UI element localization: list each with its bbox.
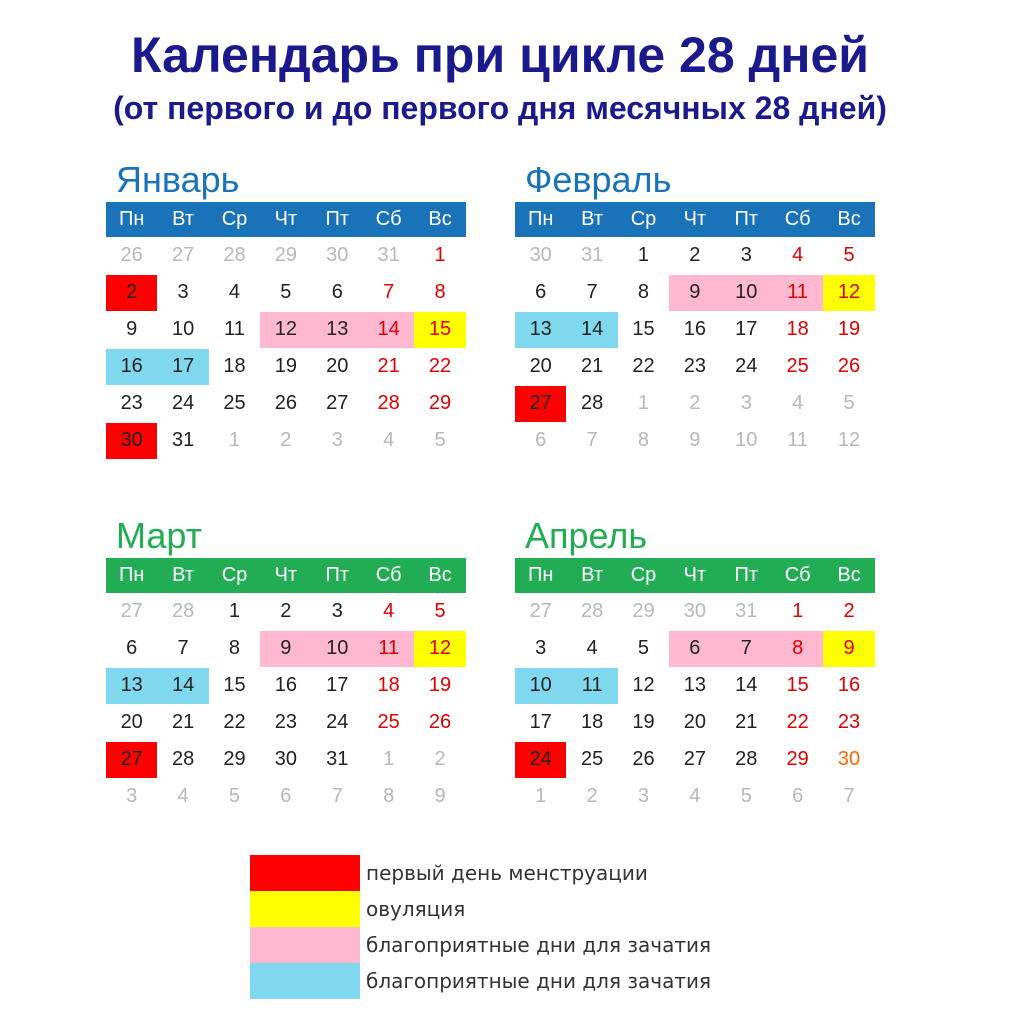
day-cell: 4 (792, 392, 804, 415)
day-cell-pink: 6 (669, 631, 720, 667)
day-cell: 20 (529, 355, 552, 378)
weekday-label: Пт (325, 208, 350, 230)
month-name: Март (116, 515, 203, 556)
day-cell-yellow: 9 (823, 631, 874, 667)
day-cell: 27 (120, 600, 143, 623)
day-cell: 5 (843, 392, 855, 415)
weekday-label: Вс (837, 564, 861, 586)
day-cell: 3 (740, 392, 752, 415)
day-cell: 24 (735, 355, 758, 378)
day-cell: 30 (529, 244, 552, 267)
weekday-header (515, 202, 875, 237)
weekday-label: Ср (630, 208, 657, 230)
week-row (515, 238, 875, 274)
day-cell-pink: 7 (721, 631, 772, 667)
day-cell: 7 (843, 785, 855, 808)
day-cell-pink: 11 (363, 631, 414, 667)
day-cell: 25 (786, 355, 809, 378)
weekday-label: Чт (274, 564, 298, 586)
legend-item (250, 855, 711, 891)
day-cell: 30 (837, 748, 861, 771)
day-cell-red: 24 (515, 742, 566, 778)
legend-label: благоприятные дни для зачатия (366, 933, 711, 957)
day-cell-blue: 16 (106, 349, 157, 385)
day-cell: 3 (331, 600, 343, 623)
day-cell-red: 30 (106, 423, 157, 459)
day-cell: 27 (326, 392, 349, 415)
day-cell: 6 (126, 637, 138, 660)
day-cell-red: 27 (515, 386, 566, 422)
day-cell: 20 (683, 711, 706, 734)
week-row (106, 238, 466, 274)
day-cell: 7 (331, 785, 343, 808)
legend-label: овуляция (366, 897, 466, 921)
day-cell: 22 (632, 355, 655, 378)
day-cell: 5 (637, 637, 650, 660)
day-cell: 4 (689, 785, 701, 808)
day-cell: 24 (171, 392, 195, 415)
day-cell: 5 (228, 785, 241, 808)
legend-item (250, 963, 711, 999)
day-cell: 25 (223, 392, 246, 415)
legend (250, 855, 711, 999)
day-cell: 14 (735, 674, 758, 697)
weekday-label: Пн (527, 208, 554, 230)
day-cell: 9 (689, 429, 701, 452)
month-april (515, 514, 875, 815)
day-cell: 5 (843, 244, 855, 267)
weekday-label: Сб (375, 564, 402, 586)
day-cell: 15 (223, 674, 246, 697)
month-february (515, 158, 875, 459)
day-cell: 8 (434, 281, 446, 304)
day-cell: 4 (228, 281, 241, 304)
day-cell: 11 (787, 429, 809, 452)
weekday-label: Сб (784, 208, 811, 230)
day-cell: 3 (331, 429, 343, 452)
day-cell-pink: 9 (260, 631, 311, 667)
day-cell-blue: 13 (106, 668, 157, 704)
week-row (106, 312, 466, 348)
week-row (515, 631, 875, 667)
day-cell-blue: 10 (515, 668, 566, 704)
legend-swatch-red (250, 855, 360, 891)
day-cell: 28 (377, 392, 400, 415)
day-cell: 28 (580, 392, 604, 415)
week-row (515, 275, 875, 311)
week-row (106, 668, 466, 704)
day-cell: 1 (637, 244, 650, 267)
day-cell: 31 (377, 244, 400, 267)
day-cell: 20 (120, 711, 143, 734)
weekday-header (515, 558, 875, 593)
day-cell: 26 (274, 392, 297, 415)
weekday-label: Вс (837, 208, 861, 230)
day-cell: 22 (786, 711, 809, 734)
month-name: Февраль (525, 159, 672, 200)
weekday-label: Пт (734, 564, 759, 586)
day-cell: 26 (837, 355, 861, 378)
day-cell: 19 (837, 318, 861, 341)
day-cell: 30 (274, 748, 297, 771)
day-cell: 30 (683, 600, 706, 623)
day-cell: 5 (280, 281, 292, 304)
day-cell: 31 (580, 244, 604, 267)
day-cell: 2 (280, 429, 292, 452)
day-cell: 4 (792, 244, 804, 267)
legend-swatch-yellow (250, 891, 360, 927)
day-cell: 28 (223, 244, 246, 267)
day-cell: 2 (689, 392, 701, 415)
week-row (515, 705, 875, 741)
day-cell: 28 (580, 600, 604, 623)
day-cell: 10 (735, 429, 758, 452)
weekday-label: Вт (581, 564, 603, 586)
day-cell: 2 (843, 600, 855, 623)
day-cell: 9 (126, 318, 138, 341)
day-cell: 29 (786, 748, 809, 771)
day-cell: 3 (740, 244, 752, 267)
day-cell: 18 (377, 674, 400, 697)
day-cell: 18 (580, 711, 604, 734)
weekday-label: Чт (683, 564, 707, 586)
day-cell: 21 (580, 355, 604, 378)
month-march (106, 514, 466, 815)
day-cell: 17 (529, 711, 552, 734)
weekday-label: Пт (734, 208, 759, 230)
legend-label: благоприятные дни для зачатия (366, 969, 711, 993)
day-cell: 11 (224, 318, 245, 341)
day-cell: 12 (837, 429, 861, 452)
day-cell: 5 (434, 429, 446, 452)
day-cell: 19 (274, 355, 297, 378)
day-cell: 4 (586, 637, 598, 660)
weekday-label: Пн (118, 564, 145, 586)
day-cell-yellow: 12 (823, 275, 874, 311)
day-cell: 4 (383, 429, 395, 452)
day-cell: 21 (735, 711, 758, 734)
day-cell: 31 (171, 429, 195, 452)
day-cell: 2 (586, 785, 598, 808)
day-cell: 6 (535, 429, 547, 452)
page-title: Календарь при цикле 28 дней (130, 27, 870, 83)
week-row (106, 742, 466, 778)
day-cell: 2 (689, 244, 701, 267)
day-cell: 6 (535, 281, 547, 304)
day-cell: 28 (735, 748, 758, 771)
day-cell: 23 (837, 711, 861, 734)
day-cell-yellow: 15 (414, 312, 465, 348)
day-cell: 25 (580, 748, 604, 771)
week-row (515, 386, 875, 422)
day-cell-pink: 11 (772, 275, 823, 311)
day-cell-blue: 14 (566, 312, 617, 348)
day-cell: 22 (223, 711, 246, 734)
day-cell: 23 (683, 355, 706, 378)
day-cell: 26 (632, 748, 655, 771)
day-cell: 18 (223, 355, 246, 378)
day-cell: 1 (535, 785, 547, 808)
day-cell: 8 (383, 785, 395, 808)
day-cell: 17 (735, 318, 758, 341)
week-row (106, 594, 466, 630)
day-cell: 27 (171, 244, 195, 267)
day-cell: 2 (280, 600, 292, 623)
day-cell: 8 (637, 429, 650, 452)
weekday-label: Пн (118, 208, 145, 230)
week-row (515, 423, 875, 459)
day-cell: 1 (434, 244, 446, 267)
week-row (515, 742, 875, 778)
day-cell: 6 (792, 785, 804, 808)
week-row (515, 312, 875, 348)
week-row (106, 386, 466, 422)
day-cell-pink: 9 (669, 275, 720, 311)
day-cell: 7 (586, 429, 598, 452)
page-subtitle: (от первого и до первого дня месячных 28 дней) (113, 90, 887, 126)
day-cell: 7 (383, 281, 395, 304)
weekday-label: Вт (172, 564, 194, 586)
weekday-header (106, 202, 466, 237)
week-row (515, 779, 875, 815)
day-cell: 19 (428, 674, 452, 697)
week-row (106, 705, 466, 741)
day-cell: 21 (171, 711, 195, 734)
day-cell-red: 27 (106, 742, 157, 778)
day-cell: 7 (177, 637, 189, 660)
weekday-label: Сб (375, 208, 402, 230)
day-cell: 28 (171, 600, 195, 623)
day-cell: 29 (274, 244, 297, 267)
legend-swatch-pink (250, 927, 360, 963)
day-cell-blue: 13 (515, 312, 566, 348)
weekday-label: Ср (221, 208, 248, 230)
day-cell: 23 (274, 711, 297, 734)
day-cell: 30 (326, 244, 349, 267)
week-row (106, 779, 466, 815)
day-cell: 12 (632, 674, 655, 697)
day-cell: 4 (177, 785, 189, 808)
day-cell: 3 (177, 281, 189, 304)
day-cell-pink: 12 (260, 312, 311, 348)
day-cell: 27 (683, 748, 706, 771)
legend-label: первый день менструации (366, 861, 648, 885)
day-cell: 9 (434, 785, 446, 808)
day-cell: 7 (586, 281, 598, 304)
day-cell: 1 (228, 429, 241, 452)
day-cell: 13 (683, 674, 706, 697)
day-cell: 21 (377, 355, 400, 378)
day-cell-red: 2 (106, 275, 157, 311)
day-cell-pink: 10 (312, 631, 363, 667)
day-cell: 16 (683, 318, 706, 341)
day-cell: 1 (637, 392, 650, 415)
day-cell: 26 (120, 244, 143, 267)
week-row (106, 275, 466, 311)
day-cell: 6 (331, 281, 343, 304)
legend-swatch-blue (250, 963, 360, 999)
day-cell: 8 (637, 281, 650, 304)
day-cell: 1 (228, 600, 241, 623)
weekday-label: Ср (630, 564, 657, 586)
week-row (515, 594, 875, 630)
day-cell-pink: 13 (312, 312, 363, 348)
day-cell: 1 (792, 600, 804, 623)
day-cell: 4 (383, 600, 395, 623)
day-cell: 24 (326, 711, 349, 734)
day-cell: 22 (428, 355, 452, 378)
week-row (106, 423, 466, 459)
day-cell: 6 (280, 785, 292, 808)
legend-item (250, 891, 711, 927)
day-cell: 31 (326, 748, 349, 771)
weekday-label: Вс (428, 208, 452, 230)
day-cell: 10 (171, 318, 195, 341)
week-row (515, 668, 875, 704)
week-row (106, 631, 466, 667)
month-name: Январь (116, 159, 240, 200)
weekday-label: Вт (172, 208, 194, 230)
day-cell: 15 (786, 674, 809, 697)
weekday-label: Ср (221, 564, 248, 586)
day-cell: 25 (377, 711, 400, 734)
week-row (515, 349, 875, 385)
day-cell: 15 (632, 318, 655, 341)
day-cell-pink: 8 (772, 631, 823, 667)
weekday-label: Вт (581, 208, 603, 230)
day-cell: 1 (383, 748, 395, 771)
month-name: Апрель (525, 515, 648, 556)
weekday-label: Пн (527, 564, 554, 586)
day-cell: 28 (171, 748, 195, 771)
week-row (106, 349, 466, 385)
day-cell: 8 (228, 637, 241, 660)
day-cell: 19 (632, 711, 655, 734)
day-cell: 17 (326, 674, 349, 697)
day-cell-blue: 17 (157, 349, 208, 385)
weekday-label: Сб (784, 564, 811, 586)
day-cell-blue: 11 (566, 668, 617, 704)
day-cell: 18 (786, 318, 809, 341)
weekday-label: Пт (325, 564, 350, 586)
month-january (106, 158, 466, 459)
weekday-label: Чт (683, 208, 707, 230)
weekday-label: Вс (428, 564, 452, 586)
day-cell: 23 (120, 392, 143, 415)
day-cell: 20 (326, 355, 349, 378)
day-cell: 2 (434, 748, 446, 771)
day-cell-pink: 14 (363, 312, 414, 348)
day-cell: 5 (434, 600, 446, 623)
day-cell: 29 (223, 748, 246, 771)
day-cell: 16 (274, 674, 297, 697)
day-cell: 26 (428, 711, 452, 734)
day-cell: 3 (126, 785, 138, 808)
day-cell: 29 (632, 600, 655, 623)
day-cell: 27 (529, 600, 552, 623)
day-cell-blue: 14 (157, 668, 208, 704)
day-cell: 3 (637, 785, 650, 808)
day-cell: 3 (535, 637, 547, 660)
day-cell: 29 (428, 392, 452, 415)
day-cell: 16 (837, 674, 861, 697)
day-cell: 31 (735, 600, 758, 623)
day-cell: 5 (740, 785, 752, 808)
legend-item (250, 927, 711, 963)
weekday-header (106, 558, 466, 593)
day-cell-pink: 10 (721, 275, 772, 311)
weekday-label: Чт (274, 208, 298, 230)
day-cell-yellow: 12 (414, 631, 465, 667)
